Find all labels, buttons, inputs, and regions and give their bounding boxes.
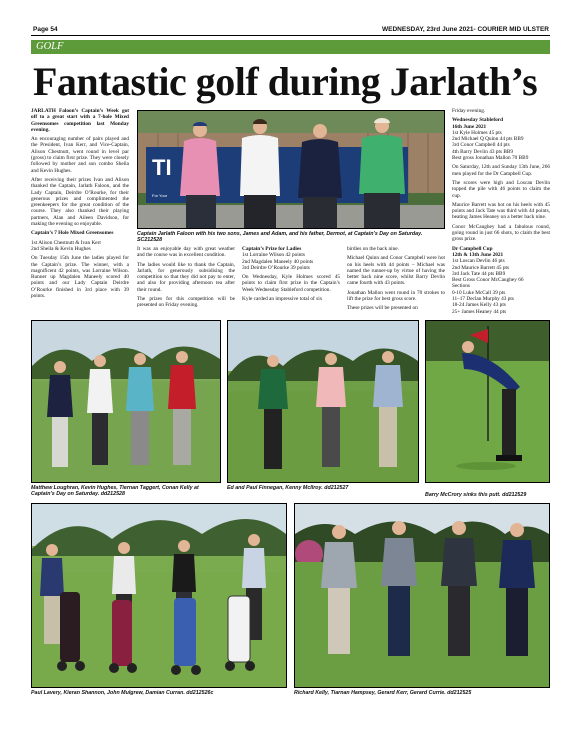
result-line: 25+ James Heaney 44 pts [452,308,507,315]
section-band [31,40,550,54]
result-line: 2nd Maurice Barrett 45 pts [452,264,510,271]
result-title: Captain’s Prize for Ladies [242,246,302,252]
photo-group-three [227,320,419,483]
article-col-1 [31,108,129,314]
result-line: 1st Lorraine Wilson 42 points [242,252,305,259]
sign-text: For Your [152,193,168,198]
result-line: Sections [452,283,470,290]
page-number: Page 54 [33,26,58,33]
lead-text: JARLATH Faloon’s Captain’s Week got off to a great start with a 7-hole Mixed Greensomes competition last Monday evening. [31,108,129,133]
article-col-3 [242,246,340,314]
photo-caption: Richard Kelly, Tiarnan Hampsey, Gerard Kerr, Gerard Currie. dd212525 [294,690,472,696]
col2-p2: The ladies would like to thank the Captain, Jarlath, for generously subsidising the competition so that they did not pay to enter, and also for providing afternoon tea after their round. [137,261,235,293]
photo-caption: Matthew Loughran, Kevin Hughes, Tiernan Taggert, Conan Kelly at Captain’s Day on Saturday. dd212528 [31,485,199,498]
section-label: GOLF [36,41,64,52]
result-date: 16th June 2021 [452,123,487,130]
result-title: Captain’s 7 Hole Mixed Greensomes [31,230,114,237]
result-line: 11–17 Declan Murphy 43 pts [452,296,514,303]
article-col-2 [137,246,235,314]
result-line: Best gross Jonathan Mallon 70 BB9 [452,155,529,162]
result-line: 2nd Sheila & Kevin Hughes [31,245,91,252]
banner-text: TI [152,155,172,180]
result-title: Wednesday Stableford [452,117,504,124]
issue-line: WEDNESDAY, 23rd June 2021- COURIER MID ULSTER [382,26,549,33]
photo-caption: Paul Lavery, Kieran Shannon, John Mulgrew, Damian Curran. dd212526c [31,690,214,696]
article-col-5 [452,108,550,316]
main-photo-caption: Captain Jarlath Faloon with his two sons, James and Adam, and his father, Dermot, at Captain’s Day on Saturday. SC212528 [137,231,423,244]
photo-group-clubs [294,503,550,688]
col3-p2: Kyle carded an impressive total of six [242,296,323,303]
col4-p3: Jonathan Mallon went round in 70 strokes to lift the prize for best gross score. [347,289,445,303]
article-col-4 [347,246,445,314]
headline: Fantastic golf during Jarlath’s [33,59,538,104]
main-photo [137,110,445,229]
col5-p0: Friday evening. [452,108,486,114]
col5-p4: Conor McCaughey had a fabulous round, going round in just 66 shots, to claim the best gross prize. [452,223,550,243]
header-rule [31,35,550,36]
result-line: 2nd Michael Q Quinn 44 pts BB9 [452,136,524,143]
col1-p1: An encouraging number of pairs played and the President, Ivan Kerr, and Vice-Captain, Alison Chestnutt, went round in level par (gross) to claim first prize. They were closely followed by mother and son combo Sheila and Kevin Hughes. [31,136,129,174]
col1-p2: After receiving their prizes Ivan and Alison thanked the Captain, Jarlath Faloon, and the Lady Captain, Deirdre O’Rourke, for their generous prizes and complimented the greenkeepers for the great condition of the course. They also thanked their playing partners, Alan and Aileen Davidson, for making the evening so enjoyable. [31,176,129,228]
result-title: Dr Campbell Cup [452,245,493,252]
col5-p2: The scores were high and Loscan Devlin topped the pile with 46 points to claim the cup. [452,179,550,199]
col1-p3: On Tuesday 15th June the ladies played for the Captain’s prize. The winner, with a magnificent 42 points, was Lorraine Wilson. Runner up Magdalen Maneely scored 40 points and our Lady Captain Deirdre O’Rourke finished in 3rd place with 39 points. [31,255,129,300]
result-date: 12th & 13th June 2021 [452,251,504,258]
result-line: 0-10 Luke McCall 39 pts [452,289,506,296]
col4-p4: These prizes will be presented on [347,305,418,312]
photo-group-trolleys [31,503,287,688]
photo-caption: Ed and Paul Finnegan, Kenny McIlroy. dd212527 [227,485,349,491]
col4-p2: Michael Quinn and Conor Campbell were hot on his heels with 44 points – Michael was named the runner-up by virtue of having the better back nine score, whilst Barry Devlin came fourth with 43 points. [347,255,445,287]
result-line: 1st Loscan Devlin 46 pts [452,258,505,265]
col2-p1: It was an enjoyable day with great weather and the course was in excellent condition. [137,246,235,259]
result-line: 3rd Conor Campbell 44 pts [452,142,510,149]
result-line: 1st Alison Chestnutt & Ivan Kerr [31,239,102,246]
col5-p3: Maurice Barrett was hot on his heels with 45 points and Jack Tate was third with 44 points, beating James Heaney on a better back nine. [452,201,550,221]
col3-p1: On Wednesday, Kyle Holmes scored 45 points to claim first prize in the Captain’s Week Wednesday Stableford competition. [242,274,340,293]
result-line: 1st Kyle Holmes 45 pts [452,129,502,136]
result-line: 18-24 James Kelly 43 pts [452,302,506,309]
photo-group-four [31,320,221,483]
result-line: 3rd Jack Tate 44 pts BB9 [452,270,506,277]
result-line: 2nd Magdalen Maneely 40 points [242,258,314,265]
photo-putt [425,320,550,483]
result-line: Best Gross Conor McCaughey 66 [452,277,524,284]
col4-p1: birdies on the back nine. [347,246,399,252]
result-line: 4th Barry Devlin 43 pts BB9 [452,148,514,155]
col5-p1: On Saturday, 12th and Sunday 13th June, 266 men played for the Dr Campbell Cup. [452,164,550,177]
col2-p3: The prizes for this competition will be presented on Friday evening. [137,296,235,309]
result-line: 3rd Deirdre O’Rourke 39 points [242,264,310,271]
photo-caption: Barry McCrory sinks this putt. dd212529 [425,492,527,498]
